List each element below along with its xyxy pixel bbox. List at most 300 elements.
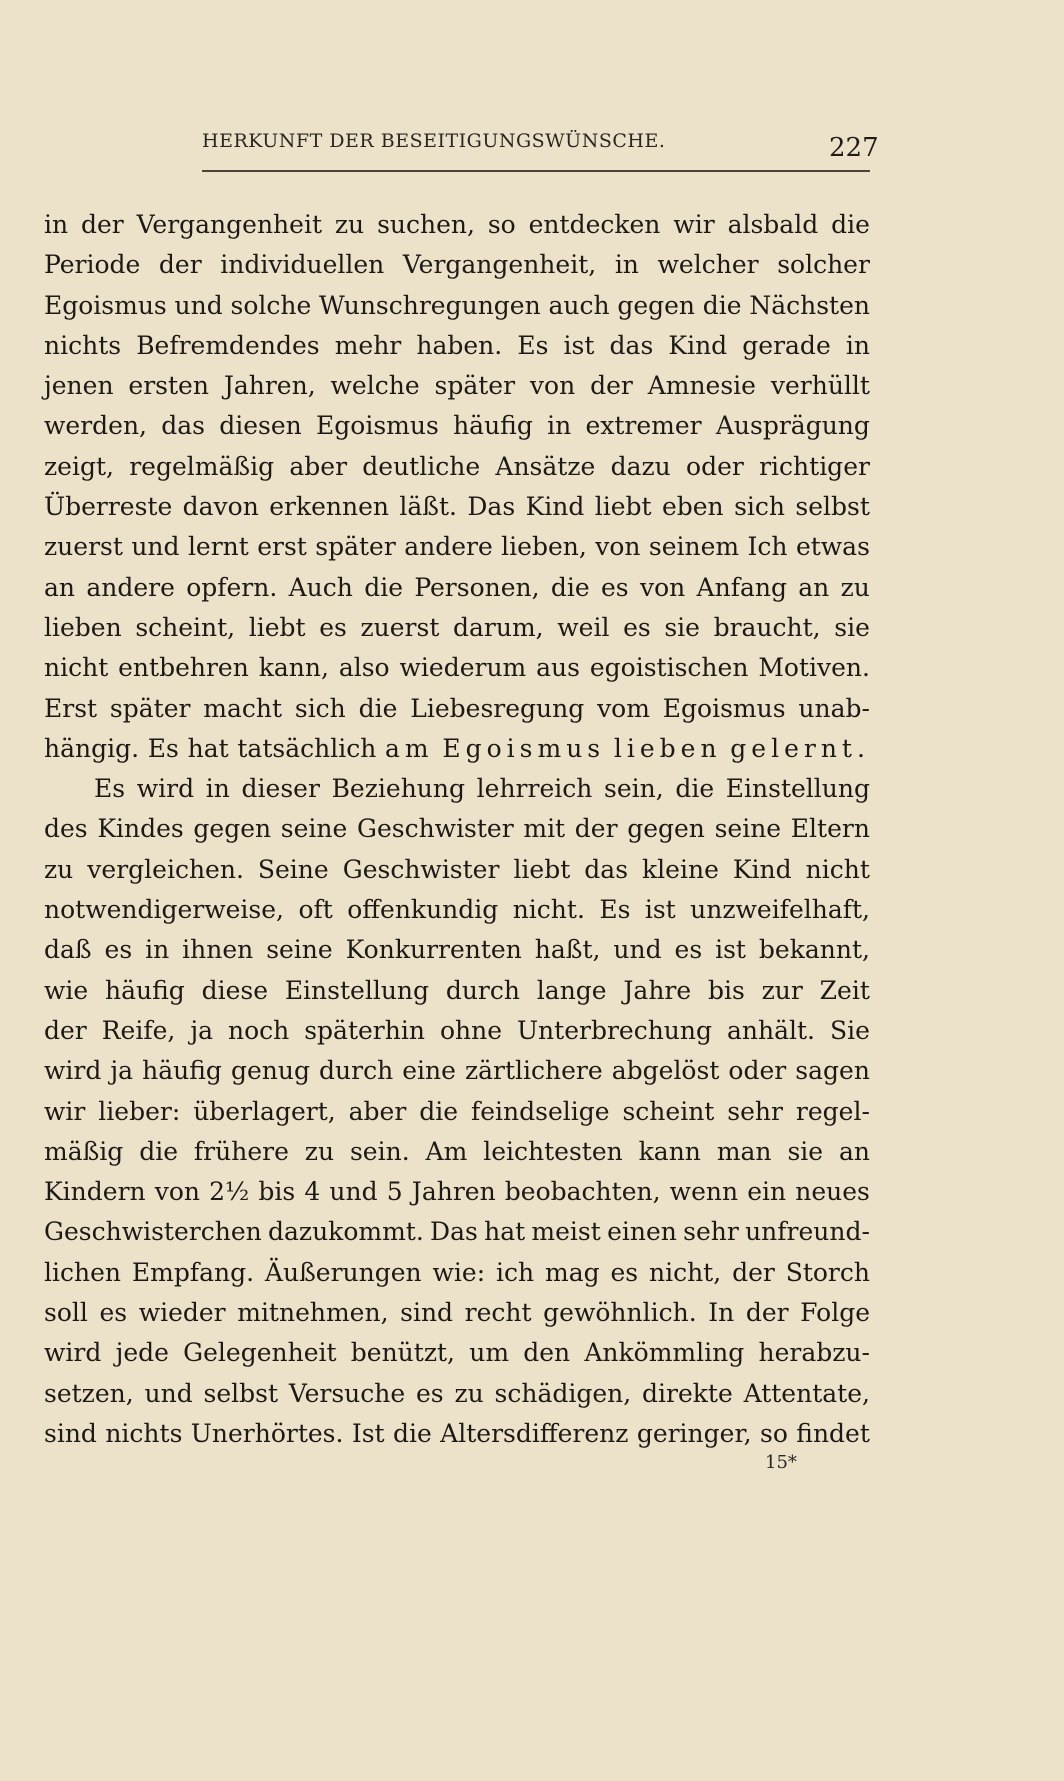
word: die bbox=[358, 693, 398, 723]
word: Es bbox=[517, 330, 549, 360]
word: Am bbox=[425, 1136, 468, 1166]
word: es bbox=[319, 612, 347, 642]
word: Egoismus bbox=[662, 693, 786, 723]
word: Erst bbox=[44, 693, 98, 723]
word: Jahren bbox=[411, 1177, 496, 1207]
word: einen bbox=[607, 1217, 677, 1247]
word: es bbox=[623, 612, 651, 642]
word: den bbox=[523, 1338, 571, 1368]
word: an bbox=[838, 1136, 870, 1166]
word: ihnen bbox=[182, 935, 254, 965]
word: Folge bbox=[800, 1298, 870, 1328]
word: nicht bbox=[805, 854, 870, 884]
word: kann bbox=[638, 1136, 701, 1166]
word: gegen bbox=[617, 290, 696, 320]
word: Äußerungen bbox=[264, 1257, 422, 1287]
word: also bbox=[338, 653, 390, 683]
word: extremer bbox=[585, 411, 702, 441]
word: Es bbox=[599, 895, 631, 925]
printer-signature: 15* bbox=[765, 1452, 797, 1473]
word: unab- bbox=[798, 693, 870, 723]
word: macht bbox=[203, 693, 283, 723]
word: zu bbox=[304, 1136, 335, 1166]
word: Das bbox=[467, 492, 516, 522]
word: seine bbox=[266, 935, 333, 965]
word: gegen bbox=[627, 814, 705, 844]
header-rule bbox=[202, 170, 870, 172]
word: lichen bbox=[44, 1257, 121, 1287]
word: lieber: bbox=[98, 1096, 181, 1126]
word: der bbox=[158, 250, 202, 280]
word: darum, bbox=[453, 612, 544, 642]
word: bekannt, bbox=[758, 935, 870, 965]
word: Storch bbox=[785, 1257, 870, 1287]
text-line bbox=[44, 1333, 870, 1373]
word: regel- bbox=[795, 1096, 870, 1126]
word: Personen, bbox=[414, 572, 540, 602]
text-line bbox=[44, 689, 870, 729]
word: die bbox=[550, 572, 590, 602]
word: von bbox=[529, 371, 576, 401]
word: Unerhörtes. bbox=[190, 1418, 344, 1448]
word: zu bbox=[334, 210, 365, 239]
word: seinem bbox=[648, 532, 740, 562]
word: scheint, bbox=[135, 612, 236, 642]
word: man bbox=[716, 1136, 772, 1166]
word: Jahren, bbox=[223, 371, 316, 401]
word: mäßig bbox=[44, 1136, 124, 1166]
word: sind bbox=[44, 1418, 97, 1448]
word: aus bbox=[536, 653, 580, 683]
word: die bbox=[831, 210, 870, 239]
word: Einstellung bbox=[725, 774, 870, 804]
text-line bbox=[44, 1414, 870, 1454]
word: sie bbox=[834, 612, 870, 642]
word: liebt bbox=[594, 492, 652, 522]
word: oder bbox=[728, 1056, 787, 1086]
text-line bbox=[44, 1011, 870, 1051]
text-line bbox=[44, 971, 870, 1011]
word: bis bbox=[258, 1177, 296, 1207]
word: Jahre bbox=[623, 975, 692, 1005]
word: Ist bbox=[351, 1418, 385, 1448]
word: wie bbox=[44, 975, 89, 1005]
word: Kindern bbox=[44, 1177, 146, 1207]
text-line bbox=[44, 608, 870, 648]
word: beobachten, bbox=[504, 1177, 661, 1207]
word: oder bbox=[686, 451, 744, 481]
word: alsbald bbox=[727, 210, 819, 239]
word: wird bbox=[44, 1056, 102, 1086]
word: ist bbox=[563, 330, 595, 360]
word: selbst bbox=[795, 492, 870, 522]
word: Auch bbox=[288, 572, 353, 602]
word: 4 bbox=[304, 1177, 321, 1207]
word: auch bbox=[548, 290, 610, 320]
word: zuerst bbox=[360, 612, 440, 642]
word: später bbox=[315, 532, 396, 562]
word: und bbox=[613, 935, 662, 965]
word: um bbox=[469, 1338, 510, 1368]
word: notwendigerweise, bbox=[44, 895, 285, 925]
running-head: HERKUNFT DER BESEITIGUNGSWÜNSCHE. bbox=[202, 130, 666, 152]
word: sein. bbox=[349, 1136, 410, 1166]
word: mehr bbox=[334, 330, 402, 360]
word: Gelegenheit bbox=[183, 1338, 337, 1368]
text-line bbox=[44, 406, 870, 446]
word: und bbox=[174, 290, 223, 320]
word: direkte bbox=[642, 1378, 733, 1408]
word: sich bbox=[294, 693, 346, 723]
word: in bbox=[145, 935, 170, 965]
word: und bbox=[131, 532, 180, 562]
word: hat bbox=[484, 1217, 526, 1247]
word: es bbox=[99, 1298, 128, 1328]
word: gelernt. bbox=[730, 733, 870, 763]
word: Kind bbox=[525, 492, 585, 522]
word: Geschwister bbox=[342, 854, 500, 884]
word: entdecken bbox=[528, 210, 661, 239]
word: von bbox=[595, 532, 641, 562]
text-line bbox=[44, 1374, 870, 1414]
word: später bbox=[109, 693, 191, 723]
word: aber bbox=[289, 451, 348, 481]
word: ist bbox=[644, 895, 676, 925]
word: liebt bbox=[248, 612, 306, 642]
word: geringer, bbox=[636, 1418, 752, 1448]
word: weil bbox=[557, 612, 610, 642]
word: richtiger bbox=[759, 451, 870, 481]
text-line bbox=[44, 809, 870, 849]
word: dazu bbox=[610, 451, 671, 481]
word: nicht bbox=[44, 653, 109, 683]
word: von bbox=[639, 572, 686, 602]
page-number: 227 bbox=[829, 133, 879, 163]
word: recht bbox=[464, 1298, 532, 1328]
word: deutliche bbox=[362, 451, 481, 481]
word: etwas bbox=[795, 532, 870, 562]
word: Liebesregung bbox=[410, 693, 585, 723]
word: es bbox=[104, 935, 133, 965]
word: das bbox=[161, 411, 205, 441]
word: häufig bbox=[105, 975, 185, 1005]
word: es bbox=[674, 935, 703, 965]
text-line bbox=[44, 487, 870, 527]
word: liebt bbox=[513, 854, 571, 884]
word: eben bbox=[661, 492, 724, 522]
text-line bbox=[44, 326, 870, 366]
word: in bbox=[614, 250, 639, 280]
word: wird bbox=[44, 1338, 102, 1368]
word: läßt. bbox=[399, 492, 457, 522]
word: kleine bbox=[642, 854, 719, 884]
word: lieben bbox=[44, 612, 122, 642]
word: wenn bbox=[669, 1177, 739, 1207]
word: mitnehmen, bbox=[237, 1298, 389, 1328]
text-line bbox=[44, 205, 870, 245]
word: diese bbox=[201, 975, 269, 1005]
word: so bbox=[760, 1418, 788, 1448]
word: jede bbox=[115, 1338, 169, 1368]
word: Das bbox=[430, 1217, 478, 1247]
word: ja bbox=[110, 1056, 134, 1086]
word: 5 bbox=[386, 1177, 403, 1207]
text-line bbox=[44, 1132, 870, 1172]
text-line bbox=[44, 890, 870, 930]
word: scheint bbox=[622, 1096, 715, 1126]
word: und bbox=[144, 1378, 193, 1408]
word: in bbox=[205, 774, 230, 804]
word: jenen bbox=[44, 371, 114, 401]
word: die bbox=[392, 1418, 432, 1448]
word: Altersdifferenz bbox=[440, 1418, 629, 1448]
word: nicht. bbox=[512, 895, 585, 925]
word: Beziehung bbox=[331, 774, 465, 804]
word: solche bbox=[230, 290, 312, 320]
word: hängig. bbox=[44, 733, 140, 763]
word: andere bbox=[404, 532, 493, 562]
word: egoistischen bbox=[589, 653, 749, 683]
word: wie: bbox=[432, 1257, 486, 1287]
word: Reife, bbox=[101, 1015, 176, 1045]
word: Ansätze bbox=[495, 451, 596, 481]
word: Wunschregungen bbox=[319, 290, 541, 320]
word: unzweifelhaft, bbox=[690, 895, 870, 925]
word: ist bbox=[715, 935, 746, 965]
text-line bbox=[44, 527, 870, 567]
text-line bbox=[44, 366, 870, 406]
word: sehr bbox=[683, 1217, 739, 1247]
word: zu bbox=[454, 1378, 484, 1408]
word: Sie bbox=[830, 1015, 870, 1045]
word: der bbox=[590, 371, 633, 401]
word: nicht, bbox=[648, 1257, 722, 1287]
word: der bbox=[44, 1015, 87, 1045]
word: Geschwisterchen bbox=[44, 1217, 262, 1247]
word: feindselige bbox=[470, 1096, 610, 1126]
word: Egoismus bbox=[442, 733, 606, 763]
text-line bbox=[44, 648, 870, 688]
word: erst bbox=[257, 532, 307, 562]
word: an bbox=[798, 572, 830, 602]
word: opfern. bbox=[186, 572, 278, 602]
word: sie bbox=[787, 1136, 824, 1166]
text-line bbox=[44, 245, 870, 285]
word: Seine bbox=[257, 854, 329, 884]
word: oft bbox=[298, 895, 333, 925]
word: häufig bbox=[142, 1056, 222, 1086]
word: ersten bbox=[128, 371, 209, 401]
word: Vergangenheit, bbox=[402, 250, 597, 280]
word: seine bbox=[280, 814, 348, 844]
word: ja bbox=[190, 1015, 213, 1045]
word: am bbox=[385, 733, 434, 763]
word: haßt, bbox=[534, 935, 601, 965]
word: lieben bbox=[613, 733, 722, 763]
word: individuellen bbox=[220, 250, 385, 280]
word: frühere bbox=[193, 1136, 289, 1166]
word: wir bbox=[673, 210, 715, 239]
word: und bbox=[329, 1177, 378, 1207]
text-line bbox=[44, 1092, 870, 1132]
word: selbst bbox=[203, 1378, 279, 1408]
text-line bbox=[44, 568, 870, 608]
word: Es bbox=[147, 733, 179, 763]
word: In bbox=[708, 1298, 735, 1328]
word: häufig bbox=[453, 411, 533, 441]
word: späterhin bbox=[304, 1015, 425, 1045]
word: nichts bbox=[44, 330, 122, 360]
word: Periode bbox=[44, 250, 141, 280]
word: Nächsten bbox=[749, 290, 870, 320]
text-line bbox=[44, 769, 870, 809]
word: herabzu- bbox=[758, 1338, 870, 1368]
word: 2½ bbox=[209, 1177, 250, 1207]
word: die bbox=[702, 290, 742, 320]
word: Befremdendes bbox=[136, 330, 320, 360]
word: unfreund- bbox=[745, 1217, 870, 1247]
text-line bbox=[44, 1172, 870, 1212]
text-line bbox=[44, 1212, 870, 1252]
word: dieser bbox=[241, 774, 320, 804]
word: Egoismus bbox=[316, 411, 439, 441]
word: abgelöst bbox=[611, 1056, 720, 1086]
word: seine bbox=[714, 814, 782, 844]
word: sagen bbox=[795, 1056, 870, 1086]
word: ohne bbox=[439, 1015, 502, 1045]
word: ein bbox=[747, 1177, 787, 1207]
word: die bbox=[364, 572, 403, 602]
word: noch bbox=[227, 1015, 290, 1045]
word: zärtlichere bbox=[464, 1056, 603, 1086]
word: leichtesten bbox=[483, 1136, 623, 1166]
word: Motiven. bbox=[758, 653, 870, 683]
word: setzen, bbox=[44, 1378, 134, 1408]
word: Geschwister bbox=[356, 814, 514, 844]
word: in bbox=[547, 411, 572, 441]
word: lieben, bbox=[501, 532, 587, 562]
text-line bbox=[44, 447, 870, 487]
word: solcher bbox=[777, 250, 870, 280]
word: zu bbox=[840, 572, 870, 602]
text-line bbox=[44, 286, 870, 326]
word: durch bbox=[445, 975, 520, 1005]
word: es bbox=[610, 1257, 639, 1287]
word: braucht, bbox=[713, 612, 821, 642]
word: welcher bbox=[657, 250, 759, 280]
word: Empfang. bbox=[131, 1257, 255, 1287]
word: neues bbox=[795, 1177, 870, 1207]
word: suchen, bbox=[377, 210, 475, 239]
text-line bbox=[44, 729, 870, 769]
word: verhüllt bbox=[770, 371, 870, 401]
word: Attentate, bbox=[743, 1378, 870, 1408]
word: haben. bbox=[416, 330, 503, 360]
word: zur bbox=[761, 975, 803, 1005]
word: sein, bbox=[604, 774, 664, 804]
word: Überreste bbox=[44, 492, 173, 522]
word: sie bbox=[664, 612, 700, 642]
word: die bbox=[139, 1136, 179, 1166]
word: sind bbox=[400, 1298, 454, 1328]
word: entbehren bbox=[118, 653, 249, 683]
word: zuerst bbox=[44, 532, 123, 562]
word: tatsächlich bbox=[237, 733, 377, 763]
word: so bbox=[487, 210, 516, 239]
word: Unterbrechung bbox=[516, 1015, 713, 1045]
word: Versuche bbox=[288, 1378, 406, 1408]
word: diesen bbox=[219, 411, 302, 441]
word: Ankömmling bbox=[584, 1338, 745, 1368]
word: vom bbox=[597, 693, 650, 723]
word: durch bbox=[319, 1056, 394, 1086]
word: davon bbox=[182, 492, 259, 522]
word: lernt bbox=[187, 532, 249, 562]
word: Es bbox=[94, 774, 126, 804]
word: andere bbox=[86, 572, 175, 602]
word: in bbox=[44, 210, 69, 239]
word: Ausprägung bbox=[715, 411, 870, 441]
word: an bbox=[44, 572, 76, 602]
word: aber bbox=[348, 1096, 407, 1126]
word: der bbox=[745, 1298, 789, 1328]
word: Konkurrenten bbox=[345, 935, 522, 965]
word: mag bbox=[544, 1257, 600, 1287]
word: Kind bbox=[668, 330, 728, 360]
word: hat bbox=[187, 733, 229, 763]
word: der bbox=[81, 210, 124, 239]
word: später bbox=[434, 371, 516, 401]
word: offenkundig bbox=[347, 895, 499, 925]
word: Kindes bbox=[97, 814, 184, 844]
word: findet bbox=[796, 1418, 870, 1448]
word: gegen bbox=[193, 814, 272, 844]
word: gewöhnlich. bbox=[543, 1298, 697, 1328]
word: Zeit bbox=[819, 975, 870, 1005]
word: Anfang bbox=[696, 572, 787, 602]
word: das bbox=[609, 330, 654, 360]
word: wird bbox=[136, 774, 195, 804]
word: zu bbox=[44, 854, 74, 884]
word: des bbox=[44, 814, 88, 844]
word: sehr bbox=[727, 1096, 783, 1126]
word: bis bbox=[707, 975, 745, 1005]
word: die bbox=[675, 774, 715, 804]
word: dazukommt. bbox=[267, 1217, 424, 1247]
word: in bbox=[845, 330, 870, 360]
word: Egoismus bbox=[44, 290, 167, 320]
word: schädigen, bbox=[494, 1378, 632, 1408]
word: wiederum bbox=[399, 653, 527, 683]
word: es bbox=[601, 572, 629, 602]
word: daß bbox=[44, 935, 92, 965]
word: das bbox=[584, 854, 629, 884]
word: wir bbox=[44, 1096, 86, 1126]
word: regelmäßig bbox=[129, 451, 275, 481]
body-text bbox=[44, 205, 870, 1454]
word: von bbox=[154, 1177, 201, 1207]
word: meist bbox=[531, 1217, 601, 1247]
text-line bbox=[44, 930, 870, 970]
text-line bbox=[44, 850, 870, 890]
text-line bbox=[44, 1253, 870, 1293]
word: die bbox=[419, 1096, 459, 1126]
word: überlagert, bbox=[193, 1096, 336, 1126]
word: Eltern bbox=[790, 814, 870, 844]
word: mit bbox=[523, 814, 566, 844]
word: der bbox=[732, 1257, 775, 1287]
word: soll bbox=[44, 1298, 88, 1328]
